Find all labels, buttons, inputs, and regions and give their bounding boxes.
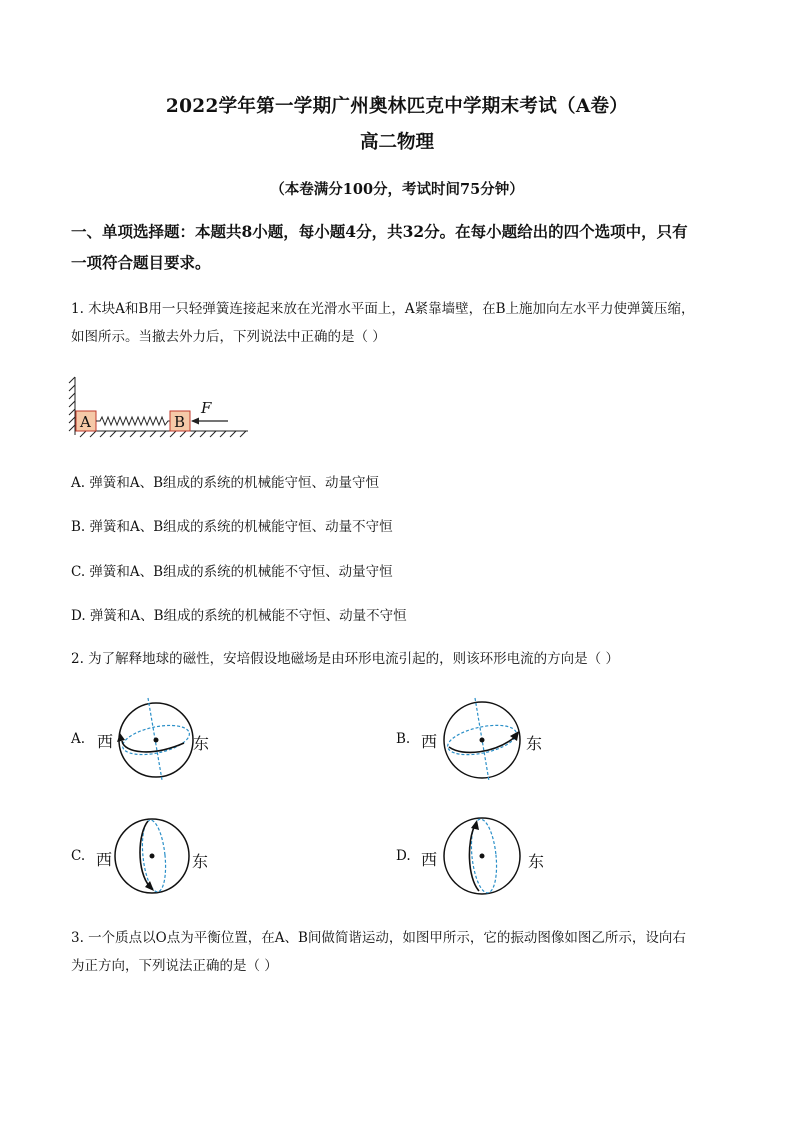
section-heading	[71, 216, 731, 278]
question-2-option-d-east: 东	[528, 852, 545, 871]
spring	[96, 417, 170, 425]
wall-hatch	[69, 377, 75, 435]
question-2-option-d-west: 西	[421, 850, 438, 869]
section-heading-line2: 一项符合题目要求。	[71, 253, 211, 272]
question-1-option-c[interactable]: C. 弹簧和A、B组成的系统的机械能不守恒、动量守恒	[71, 564, 393, 580]
question-1-option-b[interactable]: B. 弹簧和A、B组成的系统的机械能守恒、动量不守恒	[71, 519, 393, 535]
question-2-option-d-globe[interactable]	[441, 815, 523, 897]
force-label: F	[201, 399, 212, 417]
exam-title: 2022学年第一学期广州奥林匹克中学期末考试（A卷）	[165, 96, 629, 117]
question-2-option-b-east: 东	[526, 734, 543, 753]
question-2-option-c-globe[interactable]	[112, 815, 192, 897]
question-2-option-a-east: 东	[193, 734, 210, 753]
question-1-option-d[interactable]: D. 弹簧和A、B组成的系统的机械能不守恒、动量不守恒	[71, 608, 407, 624]
question-2-option-a-west: 西	[97, 732, 114, 751]
question-2-option-a-globe[interactable]	[112, 695, 202, 785]
question-2-option-b-globe[interactable]	[437, 695, 527, 785]
block-a-label: A	[80, 413, 91, 431]
question-1-stem-line1: 1. 木块A和B用一只轻弹簧连接起来放在光滑水平面上，A紧靠墙壁，在B上施加向左水平力使弹簧压缩，	[71, 301, 695, 317]
question-1-stem	[71, 295, 731, 351]
exam-note: （本卷满分100分，考试时间75分钟）	[270, 181, 524, 198]
force-arrowhead	[191, 418, 199, 425]
question-3-stem-line1: 3. 一个质点以O点为平衡位置，在A、B间做简谐运动，如图甲所示，它的振动图像如图乙所示，设向右	[71, 930, 686, 946]
question-1-option-a[interactable]: A. 弹簧和A、B组成的系统的机械能守恒、动量守恒	[71, 475, 380, 491]
floor-hatch	[75, 431, 248, 437]
subject-title: 高二物理	[359, 132, 434, 153]
question-3-stem	[71, 924, 731, 980]
question-1-figure	[68, 375, 253, 440]
block-b-label: B	[174, 413, 186, 431]
question-2-stem: 2. 为了解释地球的磁性，安培假设地磁场是由环形电流引起的，则该环形电流的方向是（ ）	[71, 651, 619, 667]
question-2-option-d-letter[interactable]: D.	[396, 848, 411, 864]
section-heading-line1: 一、单项选择题：本题共8小题，每小题4分，共32分。在每小题给出的四个选项中，只有	[71, 222, 688, 241]
question-3-stem-line2: 为正方向，下列说法正确的是（ ）	[71, 958, 278, 974]
question-2-option-c-letter[interactable]: C.	[71, 848, 86, 864]
question-2-option-c-east: 东	[192, 852, 209, 871]
question-1-stem-line2: 如图所示。当撤去外力后，下列说法中正确的是（ ）	[71, 329, 386, 345]
question-2-option-b-west: 西	[421, 732, 438, 751]
question-2-option-b-letter[interactable]: B.	[396, 731, 411, 747]
question-2-option-a-letter[interactable]: A.	[71, 731, 86, 747]
question-2-option-c-west: 西	[96, 850, 113, 869]
